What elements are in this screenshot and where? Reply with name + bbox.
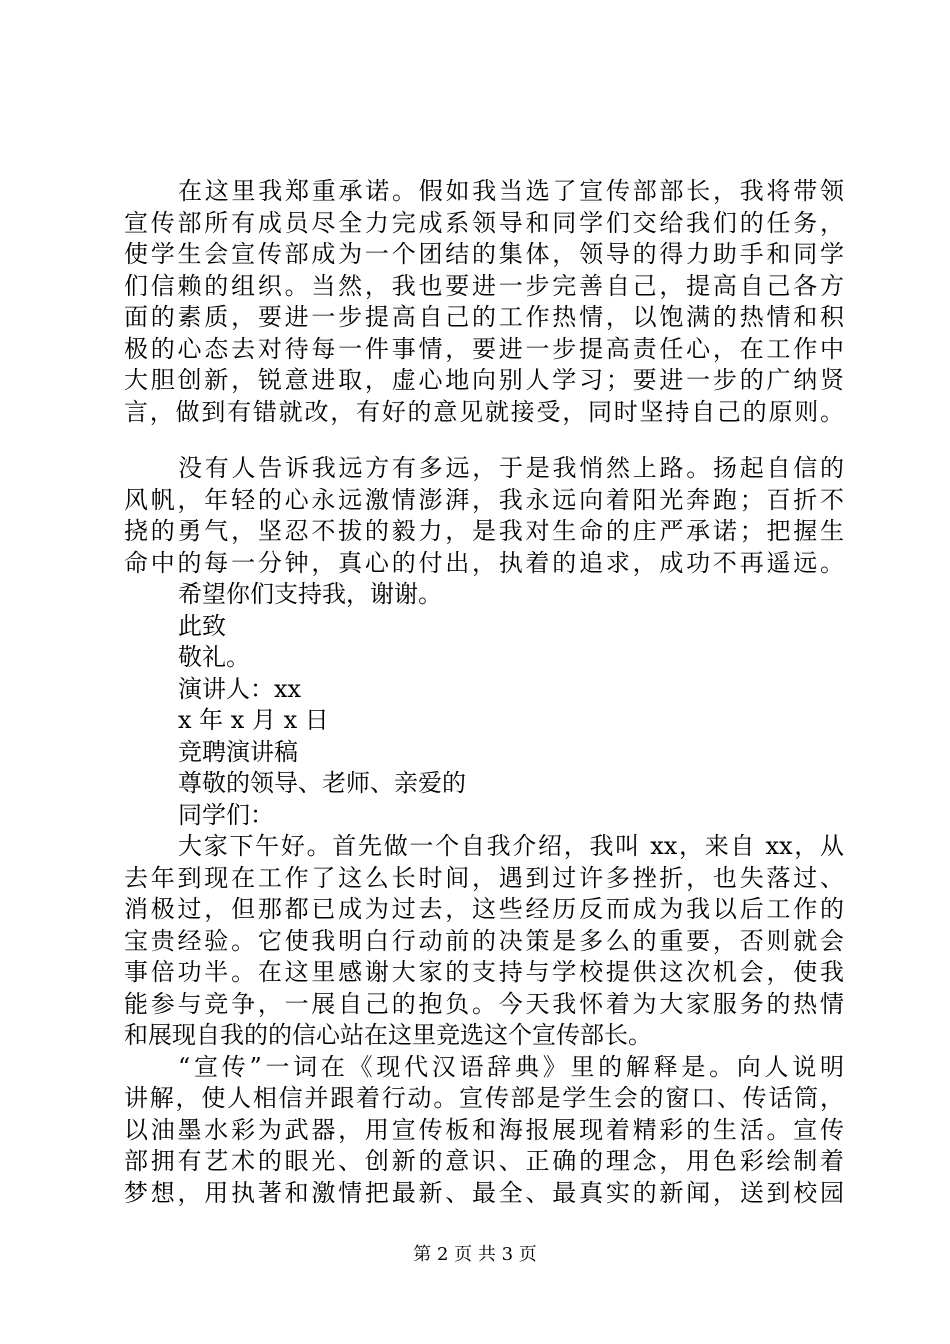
text-line: 命中的每一分钟，真心的付出，执着的追求，成功不再遥远。 bbox=[124, 548, 844, 577]
paragraph-aspiration bbox=[124, 453, 844, 579]
document-body bbox=[124, 176, 844, 1209]
paragraph-introduction bbox=[124, 831, 844, 1052]
text-line: 事倍功半。在这里感谢大家的支持与学校提供这次机会，使我 bbox=[124, 958, 844, 986]
text-line: 没有人告诉我远方有多远，于是我悄然上路。扬起自信的 bbox=[178, 454, 844, 482]
text-line: 此致 bbox=[178, 611, 226, 640]
salutation-line: 尊敬的领导、老师、亲爱的 bbox=[178, 769, 466, 797]
text-line: 极的心态去对待每一件事情，要进一步提高责任心，在工作中 bbox=[124, 334, 844, 363]
text-line: 使学生会宣传部成为一个团结的集体，领导的得力助手和同学 bbox=[124, 240, 844, 268]
paragraph-pledge bbox=[124, 176, 844, 428]
text-line: 风帆，年轻的心永远激情澎湃，我永远向着阳光奔跑；百折不 bbox=[124, 485, 844, 514]
text-line: 希望你们支持我，谢谢。 bbox=[178, 580, 442, 608]
text-line: 言，做到有错就改，有好的意见就接受，同时坚持自己的原则。 bbox=[124, 397, 844, 426]
text-line: 大家下午好。首先做一个自我介绍，我叫 xx，来自 xx，从 bbox=[178, 832, 844, 860]
text-line: “宣传”一词在《现代汉语辞典》里的解释是。向人说明 bbox=[178, 1052, 844, 1081]
text-line: 宣传部所有成员尽全力完成系领导和同学们交给我们的任务， bbox=[124, 208, 844, 237]
document-heading: 竞聘演讲稿 bbox=[178, 737, 298, 766]
text-line: 和展现自我的的信心站在这里竞选这个宣传部长。 bbox=[124, 1021, 652, 1049]
salutation-line: 同学们： bbox=[178, 800, 274, 829]
date-line: x 年 x 月 x 日 bbox=[178, 706, 329, 734]
text-line: 挠的勇气，坚忍不拔的毅力，是我对生命的庄严承诺；把握生 bbox=[124, 517, 844, 545]
text-line: 大胆创新，锐意进取，虚心地向别人学习；要进一步的广纳贤 bbox=[124, 366, 844, 394]
paragraph-definition bbox=[124, 1052, 844, 1210]
speaker-line: 演讲人：xx bbox=[178, 674, 302, 703]
text-line: 部拥有艺术的眼光、创新的意识、正确的理念，用色彩绘制着 bbox=[124, 1147, 844, 1175]
text-line: 以油墨水彩为武器，用宣传板和海报展现着精彩的生活。宣传 bbox=[124, 1115, 844, 1144]
text-line: 消极过，但那都已成为过去，这些经历反而成为我以后工作的 bbox=[124, 895, 844, 923]
text-line: 讲解，使人相信并跟着行动。宣传部是学生会的窗口、传话筒， bbox=[124, 1084, 844, 1112]
text-line: 们信赖的组织。当然，我也要进一步完善自己，提高自己各方 bbox=[124, 271, 844, 300]
closing-and-heading-lines bbox=[124, 579, 844, 831]
page-footer: 第 2 页 共 3 页 bbox=[413, 1244, 537, 1265]
text-line: 能参与竞争，一展自己的抱负。今天我怀着为大家服务的热情 bbox=[124, 989, 844, 1018]
paragraph-gap bbox=[124, 428, 844, 453]
text-line: 去年到现在工作了这么长时间，遇到过许多挫折，也失落过、 bbox=[124, 863, 844, 892]
text-line: 梦想，用执著和激情把最新、最全、最真实的新闻，送到校园 bbox=[124, 1178, 844, 1207]
text-line: 在这里我郑重承诺。假如我当选了宣传部部长，我将带领 bbox=[178, 177, 844, 205]
text-line: 面的素质，要进一步提高自己的工作热情，以饱满的热情和积 bbox=[124, 303, 844, 331]
text-line: 敬礼。 bbox=[178, 643, 250, 671]
text-line: 宝贵经验。它使我明白行动前的决策是多么的重要，否则就会 bbox=[124, 926, 844, 955]
